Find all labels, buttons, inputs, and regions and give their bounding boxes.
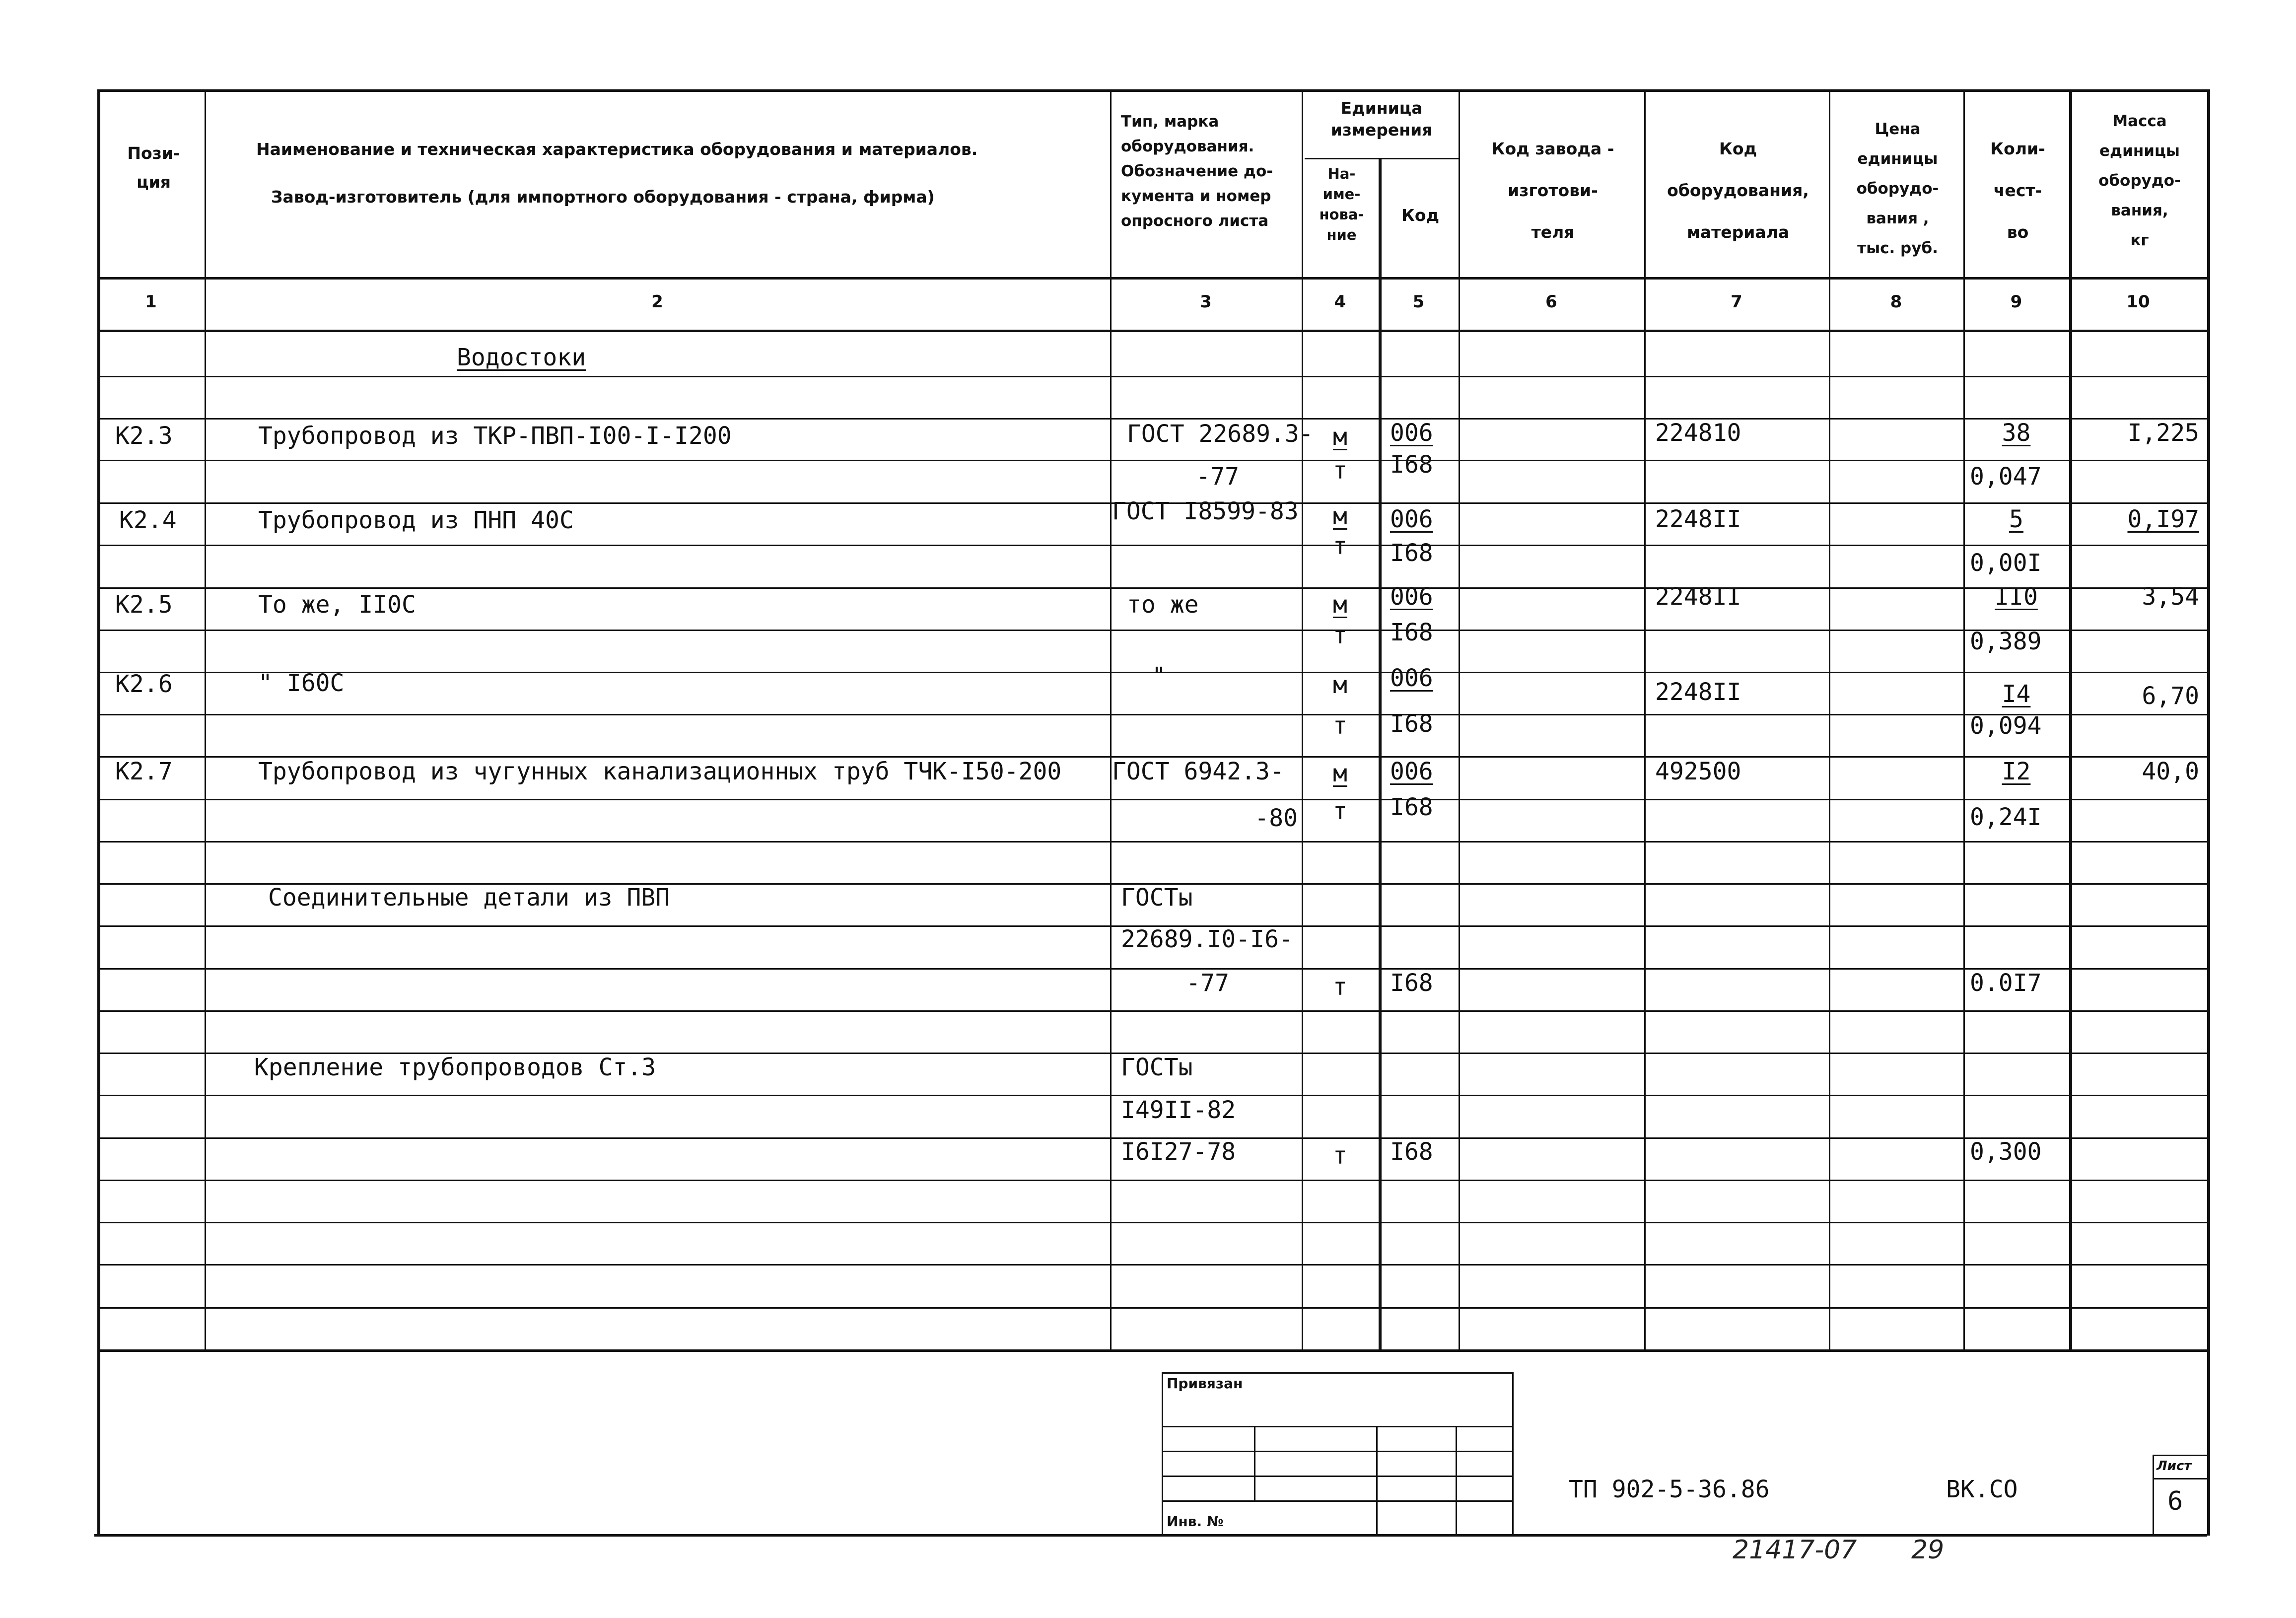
row-quantity: 0,047 xyxy=(1970,463,2042,491)
row-rule xyxy=(97,1222,2207,1223)
row-rule xyxy=(97,799,2207,800)
header-mass: Масса единицы оборудо- вания, кг xyxy=(2098,112,2181,249)
fasteners-quantity: 0,300 xyxy=(1970,1138,2042,1166)
fasteners-document: I6I27-78 xyxy=(1121,1138,1236,1166)
fasteners-document: I49II-82 xyxy=(1121,1096,1236,1124)
header-type: Тип, марка оборудования. Обозначение до- кумента и номер опросного листа xyxy=(1121,113,1273,230)
column-number: 5 xyxy=(1412,292,1425,312)
header-quantity: Коли- чест- во xyxy=(1990,139,2045,242)
row-mass: 0,I97 xyxy=(2127,505,2199,533)
header-unit-group: Единица измерения xyxy=(1330,98,1433,140)
fittings-unit: т xyxy=(1333,973,1347,1001)
row-mass: 40,0 xyxy=(2142,758,2199,785)
header-position: Пози- ция xyxy=(127,143,180,192)
column-number: 1 xyxy=(145,292,157,312)
fittings-document: -77 xyxy=(1186,969,1229,997)
fasteners-name: Крепление трубопроводов Ст.3 xyxy=(254,1054,656,1081)
row-unit: м xyxy=(1333,591,1347,619)
row-rule xyxy=(97,714,2207,715)
column-number: 2 xyxy=(651,292,663,312)
row-rule xyxy=(97,630,2207,631)
row-rule xyxy=(97,587,2207,589)
row-quantity: 0,094 xyxy=(1970,712,2042,740)
row-unit-code: I68 xyxy=(1390,619,1433,646)
fasteners-document: ГОСТы xyxy=(1121,1054,1193,1081)
header-name-line1: Наименование и техническая характеристика оборудования и материалов. xyxy=(256,140,978,159)
row-quantity: 0,389 xyxy=(1970,628,2042,655)
column-number-rule xyxy=(97,330,2207,332)
frame-bottom-border xyxy=(94,1534,2207,1537)
handwritten-archive-number: 21417-07 xyxy=(1733,1535,1857,1565)
fittings-document: ГОСТы xyxy=(1121,884,1193,912)
row-position: К2.5 xyxy=(115,591,173,619)
header-name-line2: Завод-изготовитель (для импортного оборудования - страна, фирма) xyxy=(271,187,935,207)
fittings-unit-code: I68 xyxy=(1390,969,1433,997)
row-unit: т xyxy=(1333,622,1347,649)
row-unit-code: I68 xyxy=(1390,793,1433,821)
row-quantity: 5 xyxy=(2009,505,2023,533)
row-position: К2.7 xyxy=(115,758,173,785)
header-bottom-rule xyxy=(97,277,2207,280)
row-rule xyxy=(97,841,2207,843)
row-unit-code: I68 xyxy=(1390,539,1433,567)
row-unit: т xyxy=(1333,712,1347,740)
fittings-document: 22689.I0-I6- xyxy=(1121,925,1293,953)
row-unit-code: 006 xyxy=(1390,758,1433,785)
row-rule xyxy=(97,460,2207,461)
row-mass: 6,70 xyxy=(2142,682,2199,710)
col-divider-bold xyxy=(1379,158,1382,1349)
row-name: То же, II0С xyxy=(258,591,416,619)
col-divider xyxy=(1963,89,1965,1349)
row-equipment-code: 2248II xyxy=(1655,678,1741,706)
column-number: 6 xyxy=(1545,292,1557,312)
row-document: то же xyxy=(1127,591,1199,619)
column-number: 7 xyxy=(1731,292,1742,312)
column-number: 3 xyxy=(1200,292,1212,312)
header-unit-name: На- име- нова- ние xyxy=(1319,165,1364,243)
row-document: ГОСТ I8599-83 xyxy=(1112,497,1299,525)
row-document: ГОСТ 22689.3- xyxy=(1127,420,1314,448)
row-name: Трубопровод из чугунных канализационных труб ТЧК-I50-200 xyxy=(258,758,1062,785)
row-rule xyxy=(97,1180,2207,1181)
row-rule xyxy=(97,545,2207,546)
row-quantity: 38 xyxy=(2002,419,2031,447)
table-top-border xyxy=(97,89,2207,92)
row-rule xyxy=(97,1010,2207,1012)
sheet-number: 6 xyxy=(2167,1486,2183,1516)
row-unit: т xyxy=(1333,532,1347,560)
section-title-drains: Водостоки xyxy=(457,344,586,371)
col-divider xyxy=(205,89,206,1349)
row-equipment-code: 2248II xyxy=(1655,505,1741,533)
row-unit: м xyxy=(1333,423,1347,451)
document-mark: ВК.СО xyxy=(1946,1476,2018,1503)
row-unit-code: I68 xyxy=(1390,451,1433,479)
col-divider-bold xyxy=(2069,89,2072,1349)
row-position: К2.4 xyxy=(119,506,177,534)
row-name: Трубопровод из ПНП 40С xyxy=(258,506,574,534)
col-divider xyxy=(1644,89,1646,1349)
row-position: К2.6 xyxy=(115,670,173,698)
column-number: 4 xyxy=(1334,292,1346,312)
header-equipment-code: Код оборудования, материала xyxy=(1667,139,1809,242)
row-unit-code: I68 xyxy=(1390,710,1433,738)
row-rule xyxy=(97,1264,2207,1266)
row-unit: м xyxy=(1333,760,1347,787)
row-quantity: 0,24I xyxy=(1970,803,2042,831)
row-position: К2.3 xyxy=(115,422,173,450)
row-unit: м xyxy=(1333,502,1347,530)
row-rule xyxy=(97,376,2207,377)
header-price: Цена единицы оборудо- вания , тыс. руб. xyxy=(1856,120,1939,257)
fasteners-unit: т xyxy=(1333,1142,1347,1170)
column-number: 10 xyxy=(2126,292,2150,312)
row-document: " xyxy=(1152,662,1166,690)
sheet-label: Лист xyxy=(2157,1459,2192,1474)
col-divider xyxy=(1459,89,1460,1349)
row-document: -80 xyxy=(1254,804,1298,832)
col-divider xyxy=(1829,89,1830,1349)
row-mass: 3,54 xyxy=(2142,583,2199,611)
row-unit: м xyxy=(1333,671,1347,699)
row-quantity: II0 xyxy=(1995,583,2038,611)
row-equipment-code: 2248II xyxy=(1655,583,1741,611)
row-equipment-code: 224810 xyxy=(1655,419,1741,447)
stamp-inventory-label: Инв. № xyxy=(1167,1513,1224,1530)
row-document: ГОСТ 6942.3- xyxy=(1112,758,1284,785)
row-mass: I,225 xyxy=(2127,419,2199,447)
column-number: 9 xyxy=(2010,292,2022,312)
stamp-attached-label: Привязан xyxy=(1167,1375,1243,1392)
drawing-code: ТП 902-5-36.86 xyxy=(1569,1476,1770,1503)
handwritten-page-number: 29 xyxy=(1911,1535,1945,1565)
row-quantity: I2 xyxy=(2002,758,2031,785)
header-unit-code: Код xyxy=(1401,206,1440,225)
row-name: Трубопровод из ТКР-ПВП-I00-I-I200 xyxy=(258,422,732,450)
row-equipment-code: 492500 xyxy=(1655,758,1741,785)
row-quantity: I4 xyxy=(2002,680,2031,708)
col-divider xyxy=(1110,89,1112,1349)
row-unit: т xyxy=(1333,797,1347,825)
row-unit: т xyxy=(1333,457,1347,485)
row-name: " I60С xyxy=(258,669,345,697)
row-rule xyxy=(97,1307,2207,1309)
row-unit-code: 006 xyxy=(1390,419,1433,447)
unit-group-divider xyxy=(1305,158,1459,159)
table-bottom-border xyxy=(97,1349,2207,1352)
fittings-quantity: 0.0I7 xyxy=(1970,969,2042,997)
fasteners-unit-code: I68 xyxy=(1390,1138,1433,1166)
column-number: 8 xyxy=(1890,292,1902,312)
frame-right-border xyxy=(2207,89,2210,1536)
row-quantity: 0,00I xyxy=(1970,549,2042,577)
header-plant-code: Код завода - изготови- теля xyxy=(1491,139,1614,242)
row-unit-code: 006 xyxy=(1390,664,1433,692)
fittings-name: Соединительные детали из ПВП xyxy=(268,884,670,912)
row-document: -77 xyxy=(1196,463,1239,491)
row-unit-code: 006 xyxy=(1390,505,1433,533)
row-unit-code: 006 xyxy=(1390,583,1433,611)
